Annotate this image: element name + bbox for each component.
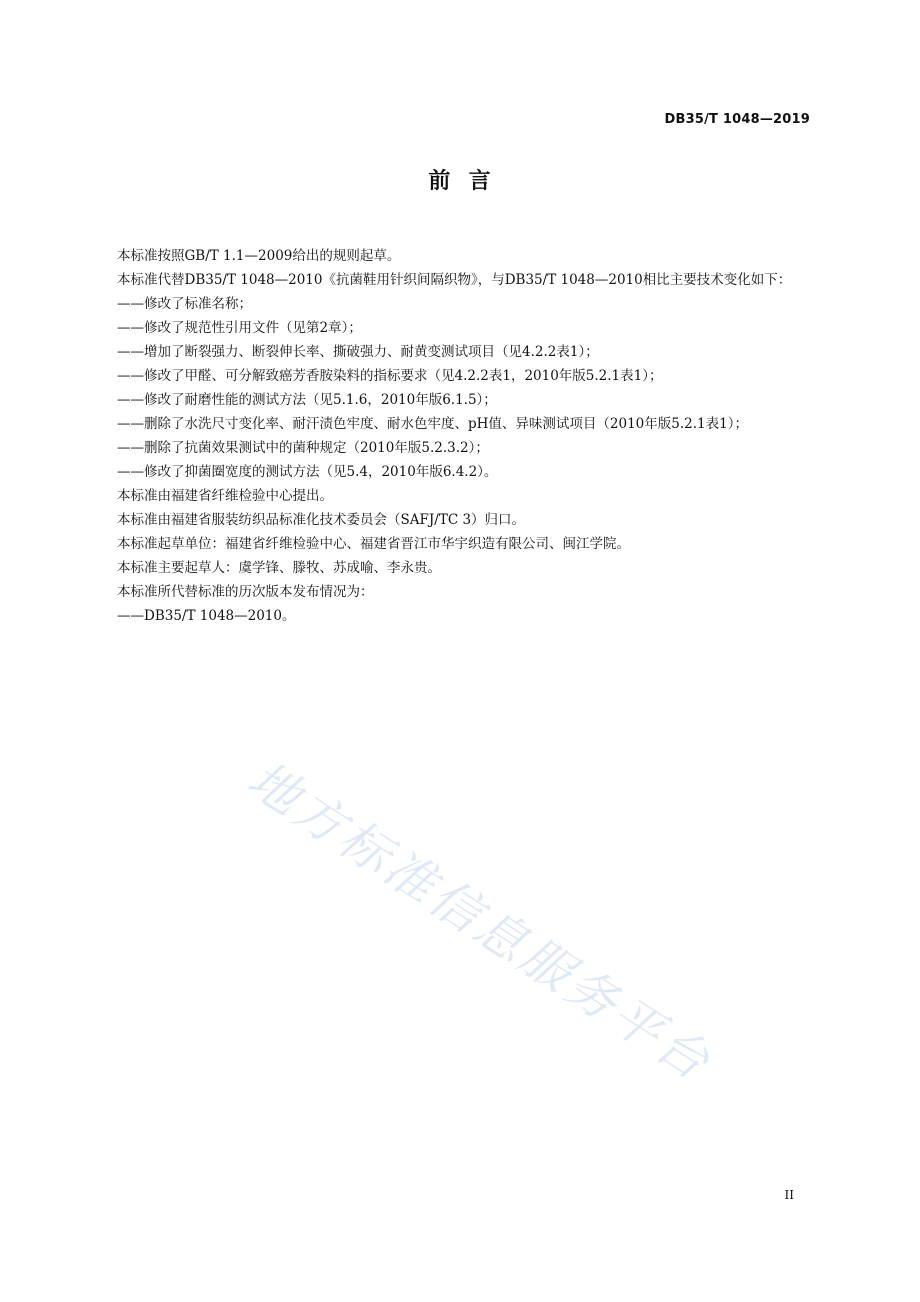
- page-number: II: [784, 1188, 794, 1202]
- paragraph-drafting-rules: 本标准按照GB/T 1.1—2009给出的规则起草。: [117, 248, 401, 264]
- change-item: ——删除了水洗尺寸变化率、耐汗渍色牢度、耐水色牢度、pH值、异味测试项目（2010年版5.2.1表1）；: [117, 416, 748, 432]
- paragraph-drafters: 本标准主要起草人：虞学锋、滕牧、苏成喻、李永贵。: [117, 560, 441, 576]
- change-item: ——修改了规范性引用文件（见第2章）；: [117, 320, 362, 336]
- paragraph-drafting-units: 本标准起草单位：福建省纤维检验中心、福建省晋江市华宇织造有限公司、闽江学院。: [117, 536, 630, 552]
- standard-code: DB35/T 1048—2019: [664, 112, 810, 127]
- paragraph-proposer: 本标准由福建省纤维检验中心提出。: [117, 488, 333, 504]
- history-item: ——DB35/T 1048—2010。: [117, 608, 296, 624]
- foreword-body: [90, 244, 818, 628]
- change-item: ——修改了抑菌圈宽度的测试方法（见5.4，2010年版6.4.2）。: [117, 464, 498, 480]
- paragraph-committee: 本标准由福建省服装纺织品标准化技术委员会（SAFJ/TC 3）归口。: [117, 512, 526, 528]
- change-item: ——修改了耐磨性能的测试方法（见5.1.6，2010年版6.1.5）；: [117, 392, 497, 408]
- paragraph-history: 本标准所代替标准的历次版本发布情况为：: [117, 584, 374, 600]
- change-item: ——修改了标准名称；: [117, 296, 252, 312]
- change-item: ——删除了抗菌效果测试中的菌种规定（2010年版5.2.3.2）；: [117, 440, 489, 456]
- watermark: 地方标准信息服务平台: [237, 749, 723, 1093]
- change-item: ——修改了甲醛、可分解致癌芳香胺染料的指标要求（见4.2.2表1，2010年版5.2.1表1）；: [117, 368, 663, 384]
- change-item: ——增加了断裂强力、断裂伸长率、撕破强力、耐黄变测试项目（见4.2.2表1）；: [117, 344, 599, 360]
- paragraph-replacement: 本标准代替DB35/T 1048—2010《抗菌鞋用针织间隔织物》，与DB35/T 1048—2010相比主要技术变化如下：: [117, 272, 792, 288]
- page-title: 前 言: [428, 169, 492, 194]
